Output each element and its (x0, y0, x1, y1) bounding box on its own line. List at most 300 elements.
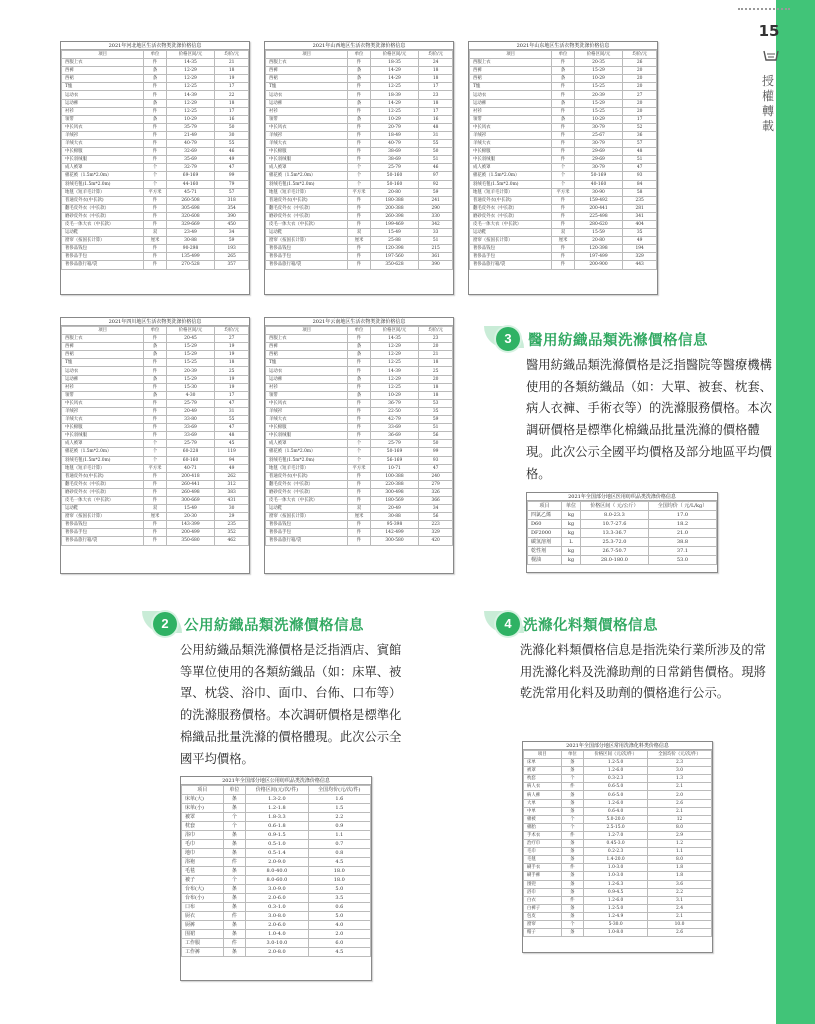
table-cell: 0.9 (308, 822, 370, 831)
table-cell: 50-169 (370, 448, 419, 456)
table-cell: 390 (215, 212, 249, 220)
table-cell: 15-49 (166, 505, 215, 513)
table-cell: 个 (561, 823, 584, 831)
table-cell: 1.0-4.0 (246, 930, 308, 939)
table-cell: 20-80 (574, 237, 623, 245)
table-cell: 18 (419, 391, 453, 399)
table-cell: 翻毛皮外衣（中长款） (62, 204, 144, 212)
table-cell: 奢侈品手包 (266, 253, 348, 261)
table-cell: 成人被罩 (266, 164, 348, 172)
table-header-row (266, 327, 453, 335)
table-cell: 普通皮外衣(中长款) (62, 472, 144, 480)
table-row (266, 432, 453, 440)
table-cell: 47 (419, 464, 453, 472)
table-cell: 0.8 (308, 849, 370, 858)
table-cell: 79 (215, 180, 249, 188)
table-cell: 羊绒大衣 (470, 140, 552, 148)
table-cell: 毛巾 (182, 840, 224, 849)
table-cell: 38.8 (648, 538, 716, 547)
table-cell: 件 (144, 204, 166, 212)
table-cell: 个 (348, 172, 370, 180)
table-cell: 0.5-1.4 (246, 849, 308, 858)
table-cell: 8.0-60.0 (246, 876, 308, 885)
table-cell: 台布(大) (182, 885, 224, 894)
table-row (470, 212, 657, 220)
table-cell: 10-29 (370, 391, 419, 399)
table-row (266, 472, 453, 480)
table-cell: 条 (348, 75, 370, 83)
table-cell: 双 (144, 229, 166, 237)
table-cell: 1.0-3.0 (584, 872, 648, 880)
table-cell: 件 (144, 416, 166, 424)
column-header: 全国均价（元/次/件） (648, 751, 712, 759)
section2-body: 公用紡織品類洗滌價格是泛指酒店、賓館等單位使用的各類紡織品（如：床單、被罩、枕袋、浴巾、面巾、台佈、口布等）的洗滌服務價格。本次調研價格是標準化棉織品批量洗滌的價格體現。此次公示全國平均價格。 (180, 643, 402, 766)
table-cell: 49 (623, 237, 657, 245)
table-cell: 30 (215, 505, 249, 513)
table-row (524, 912, 712, 920)
table-cell: 羊绒衫 (266, 407, 348, 415)
table-cell: 25-88 (370, 237, 419, 245)
section2-title: 公用紡織品類洗滌價格信息 (184, 618, 364, 634)
table-cell: 件 (144, 91, 166, 99)
table-cell: 57 (623, 140, 657, 148)
table-row (62, 123, 249, 131)
table-cell: 条 (223, 903, 246, 912)
table-cell: 15-59 (574, 229, 623, 237)
table-cell: 13.3-36.7 (580, 529, 648, 538)
table-cell: 浴巾 (182, 831, 224, 840)
table-cell: 件 (552, 245, 574, 253)
table-row (266, 91, 453, 99)
table-header-row (266, 51, 453, 59)
table-cell: 20 (623, 107, 657, 115)
table-cell: 条 (223, 840, 246, 849)
table-cell: 厘米 (144, 513, 166, 521)
table-row (182, 795, 371, 804)
table-cell: 2.2 (308, 813, 370, 822)
table-row (266, 367, 453, 375)
table-cell: 条 (552, 75, 574, 83)
table-cell: 个 (144, 456, 166, 464)
table-cell: 件 (348, 220, 370, 228)
table-row (470, 245, 657, 253)
table-row (182, 804, 371, 813)
table-cell: 2.0 (648, 791, 712, 799)
table-row (266, 140, 453, 148)
table-cell: 59 (419, 188, 453, 196)
table-cell: 1.2-6.0 (584, 896, 648, 904)
table-cell: 条 (552, 115, 574, 123)
table-cell: kg (562, 520, 581, 529)
table-row (266, 537, 453, 545)
table-cell: 皮毛一体大衣（中长款） (470, 220, 552, 228)
table-cell: 25-67 (574, 131, 623, 139)
table-row (470, 188, 657, 196)
table-cell: 8.0 (648, 856, 712, 864)
table-row (266, 245, 453, 253)
table-cell: 16 (215, 115, 249, 123)
table-row (524, 840, 712, 848)
table-cell: 奢侈品旅行箱/袋 (470, 261, 552, 269)
table-cell: 羊绒大衣 (62, 140, 144, 148)
table-cell: 25-79 (166, 440, 215, 448)
table-cell: 361 (419, 253, 453, 261)
table-cell: 羊绒衫 (266, 131, 348, 139)
table-cell: 18 (215, 359, 249, 367)
table-cell: 件 (144, 529, 166, 537)
table-cell: 西服上衣 (62, 59, 144, 67)
table-cell: 142-499 (370, 529, 419, 537)
table-cell: 手术衣 (524, 831, 562, 839)
table-cell: 条 (561, 791, 584, 799)
table-cell: 西裙 (266, 75, 348, 83)
table-row (524, 791, 712, 799)
table-row (524, 880, 712, 888)
table-cell: 383 (215, 488, 249, 496)
table-cell: 51 (419, 156, 453, 164)
table-cell: 西裤 (266, 67, 348, 75)
table-cell: 55 (215, 416, 249, 424)
table-cell: 件 (144, 148, 166, 156)
table-row (62, 67, 249, 75)
table-row (528, 538, 717, 547)
table-cell: 件 (348, 59, 370, 67)
table-cell: kg (562, 511, 581, 520)
table-cell: 条 (561, 912, 584, 920)
table-row (470, 237, 657, 245)
table-cell: 条 (561, 767, 584, 775)
table-cell: 14-35 (370, 335, 419, 343)
table-cell: 33-80 (166, 416, 215, 424)
table-cell: 30-90 (574, 188, 623, 196)
table-cell: 28.0-180.0 (580, 556, 648, 565)
table-row (524, 888, 712, 896)
table-cell: 17 (623, 115, 657, 123)
table-row (182, 849, 371, 858)
table-cell: 1.2-6.3 (584, 880, 648, 888)
table-cell: 1.2-4.9 (584, 912, 648, 920)
table-row (266, 261, 453, 269)
table-cell: 10-29 (166, 115, 215, 123)
table-cell: 件 (144, 359, 166, 367)
basket-icon (763, 48, 779, 62)
column-header: 均价/元 (419, 51, 453, 59)
table-cell: 件 (552, 261, 574, 269)
table-cell: 23-49 (166, 229, 215, 237)
table-row (524, 896, 712, 904)
table-row (524, 872, 712, 880)
table-cell: 200-418 (166, 472, 215, 480)
table-cell: 件 (348, 253, 370, 261)
table-cell: 420 (419, 537, 453, 545)
table-cell: 12-25 (166, 107, 215, 115)
table-cell: 20 (623, 67, 657, 75)
table-row (470, 83, 657, 91)
table-cell: 10-29 (574, 75, 623, 83)
table-cell: 1.6 (308, 795, 370, 804)
table-row (62, 351, 249, 359)
table-cell: 12-25 (166, 83, 215, 91)
table-cell: 17 (419, 107, 453, 115)
table-cell: 件 (144, 253, 166, 261)
table-cell: 平方米 (552, 188, 574, 196)
table-row (470, 91, 657, 99)
table-cell: 18 (419, 383, 453, 391)
table-cell: 18.0 (308, 867, 370, 876)
table-cell: 12-25 (370, 107, 419, 115)
table-row (182, 831, 371, 840)
table-cell: 件 (552, 196, 574, 204)
table-cell: 1.0-3.0 (584, 864, 648, 872)
table-cell: 棉花被（1.5m*2.0m） (266, 172, 348, 180)
table-cell: 羊绒衫 (62, 407, 144, 415)
table-cell: 件 (552, 83, 574, 91)
table-cell: 乾性剂 (528, 547, 562, 556)
table-cell: 件 (552, 107, 574, 115)
table-cell: 条 (144, 391, 166, 399)
table-cell: 21.0 (648, 529, 716, 538)
table-cell: 180-569 (370, 496, 419, 504)
table-cell: 44-160 (166, 180, 215, 188)
column-header: 单位 (144, 51, 166, 59)
table-cell: 件 (144, 83, 166, 91)
table-cell: 47 (215, 164, 249, 172)
table-cell: 19 (215, 343, 249, 351)
table-cell: kg (562, 529, 581, 538)
table-cell: 领带 (266, 391, 348, 399)
table-cell: 个 (561, 775, 584, 783)
table-cell: 衬衫 (470, 107, 552, 115)
table-cell: 48 (215, 432, 249, 440)
table-cell: 1.5 (308, 804, 370, 813)
table-cell: 件 (348, 367, 370, 375)
table-cell: 件 (144, 196, 166, 204)
table-cell: 51 (419, 237, 453, 245)
table-cell: 奢侈品手包 (266, 529, 348, 537)
table-cell: 件 (144, 140, 166, 148)
table-cell: 12-29 (370, 351, 419, 359)
table-cell: 326 (419, 488, 453, 496)
table-cell: D60 (528, 520, 562, 529)
table-cell: T恤 (62, 359, 144, 367)
table-cell: 磨砂皮外衣（中长款） (62, 212, 144, 220)
table-cell: 49 (215, 156, 249, 164)
table-cell: 2.3 (648, 759, 712, 767)
table-row (62, 229, 249, 237)
table-cell: 5-30.0 (584, 920, 648, 928)
table-cell: 27 (215, 335, 249, 343)
table-cell: 中长棉服 (266, 424, 348, 432)
table-cell: 运动衣 (266, 367, 348, 375)
table-cell: 条 (144, 115, 166, 123)
table-cell: 件 (144, 156, 166, 164)
table-cell: 被子 (182, 876, 224, 885)
table-cell: 260-508 (166, 196, 215, 204)
table-cell: 件 (348, 83, 370, 91)
table-row (62, 164, 249, 172)
table-row (266, 99, 453, 107)
table-cell: 件 (348, 424, 370, 432)
table-row (470, 204, 657, 212)
table-cell: 305-698 (166, 204, 215, 212)
table-cell: 220-388 (370, 480, 419, 488)
table-cell: 404 (623, 220, 657, 228)
table-cell: 2.0 (308, 930, 370, 939)
table-row (524, 783, 712, 791)
table-cell: 47 (215, 399, 249, 407)
table-cell: 条 (223, 930, 246, 939)
table-cell: 352 (215, 529, 249, 537)
table-cell: 12-29 (166, 67, 215, 75)
table-cell: 工作裤 (182, 948, 224, 957)
table-cell: 条 (223, 831, 246, 840)
table-row (62, 464, 249, 472)
table-row (524, 831, 712, 839)
table-cell: 5.0 (308, 885, 370, 894)
table-cell: 40-79 (166, 140, 215, 148)
table-cell: 223 (419, 521, 453, 529)
table-title: 2021年全国部分地区公用纺织品类洗涤价格信息 (181, 777, 371, 785)
table-cell: 26.7-50.7 (580, 547, 648, 556)
table-cell: 50-160 (370, 180, 419, 188)
table-cell: 341 (623, 212, 657, 220)
table-cell: 厨裤 (182, 921, 224, 930)
table-cell: 件 (552, 91, 574, 99)
table-cell: 件 (348, 156, 370, 164)
table-cell: 4-30 (166, 391, 215, 399)
table-cell: 条 (561, 929, 584, 937)
table-row (524, 823, 712, 831)
table-cell: 平方米 (348, 464, 370, 472)
table-cell: 262 (215, 472, 249, 480)
table-cell: 92 (419, 180, 453, 188)
table-cell: 羽绒毛毯(1.5m*2.0m) (470, 180, 552, 188)
table-cell: 运动衣 (62, 367, 144, 375)
table-cell: 羊绒大衣 (266, 140, 348, 148)
table-cell: 235 (623, 196, 657, 204)
table-cell: 36-79 (370, 399, 419, 407)
table-cell: 45-71 (166, 188, 215, 196)
table-cell: 条 (561, 872, 584, 880)
table-cell: 中单 (524, 807, 562, 815)
table-row (62, 488, 249, 496)
table-cell: 15-49 (370, 229, 419, 237)
table-cell: 2.5-15.0 (584, 823, 648, 831)
table-cell: 120-398 (574, 245, 623, 253)
table-row (524, 759, 712, 767)
table-cell: 19 (215, 383, 249, 391)
table-cell: 14-29 (370, 67, 419, 75)
table-cell: 双 (348, 505, 370, 513)
table-cell: 18 (215, 99, 249, 107)
table-cell: 3.0-10.0 (246, 939, 308, 948)
table-cell: 30-79 (574, 140, 623, 148)
table-cell: 衬衫 (62, 107, 144, 115)
table-cell: 个 (144, 164, 166, 172)
table-cell: 14-29 (370, 99, 419, 107)
table-cell: 29-69 (574, 156, 623, 164)
table-cell: 毛巾 (524, 848, 562, 856)
table-cell: 西裙 (470, 75, 552, 83)
table-cell: 浴袍 (182, 858, 224, 867)
table-cell: 条 (552, 67, 574, 75)
table-title: 2021年全国部分地区医用纺织品类洗涤价格信息 (527, 493, 717, 501)
table-row (182, 840, 371, 849)
table-cell: 厘米 (348, 513, 370, 521)
table-row (266, 253, 453, 261)
table-row (62, 383, 249, 391)
table-cell: 厨衣 (182, 912, 224, 921)
table-cell: 件 (348, 383, 370, 391)
table-cell: 运动鞋 (266, 505, 348, 513)
table-cell: 329 (419, 529, 453, 537)
table-cell: 奢侈品旅行箱/袋 (62, 537, 144, 545)
table-cell: 件 (144, 335, 166, 343)
table-cell: 件 (144, 480, 166, 488)
table-cell: 皮毛一体大衣（中长款） (266, 496, 348, 504)
table-cell: 件 (348, 480, 370, 488)
table-cell: 36 (623, 131, 657, 139)
table-row (470, 99, 657, 107)
table-cell: 93 (623, 172, 657, 180)
table-row (62, 407, 249, 415)
table-cell: 棉花被（1.5m*2.0m） (62, 448, 144, 456)
table-cell: 30-88 (166, 237, 215, 245)
table-cell: 条 (144, 343, 166, 351)
table-cell: 15-29 (166, 351, 215, 359)
table-title: 2021年四川地区生活衣物类洗涤价格信息 (61, 318, 249, 326)
table-cell: 241 (419, 196, 453, 204)
table-cell: 西裙 (266, 351, 348, 359)
table-cell: 件 (144, 424, 166, 432)
table-row (524, 848, 712, 856)
table-row (470, 164, 657, 172)
table-cell: 个 (552, 180, 574, 188)
table-cell: 西裤 (62, 343, 144, 351)
table-cell: 235 (215, 521, 249, 529)
table-row (528, 529, 717, 538)
table-cell: 12-29 (166, 99, 215, 107)
table-cell: 条 (348, 351, 370, 359)
table-cell: 1.8 (648, 864, 712, 872)
table-cell: 300-498 (370, 488, 419, 496)
table-row (528, 511, 717, 520)
table-cell: 件 (348, 107, 370, 115)
table-cell: 条 (223, 867, 246, 876)
table-cell: 53.0 (648, 556, 716, 565)
table-cell: 中长羽绒服 (470, 156, 552, 164)
table-header-row (470, 51, 657, 59)
table-cell: 奢侈品手包 (470, 253, 552, 261)
table-row (470, 220, 657, 228)
table-cell: 20-30 (166, 513, 215, 521)
table-cell: 143-399 (166, 521, 215, 529)
table-cell: 4.5 (308, 948, 370, 957)
table-cell: 条 (223, 849, 246, 858)
table-cell: 90-298 (166, 245, 215, 253)
table-cell: 双 (552, 229, 574, 237)
table-cell: 运动裤 (62, 99, 144, 107)
table-cell: 280-620 (574, 220, 623, 228)
table-cell: 白衣 (524, 896, 562, 904)
table-cell: 2.0-8.0 (246, 948, 308, 957)
table-row (62, 140, 249, 148)
table-cell: 羊绒大衣 (62, 416, 144, 424)
table-cell: 个 (223, 813, 246, 822)
table-cell: 羊绒衫 (62, 131, 144, 139)
column-header: 项目 (524, 751, 562, 759)
table-cell: 15-25 (574, 83, 623, 91)
